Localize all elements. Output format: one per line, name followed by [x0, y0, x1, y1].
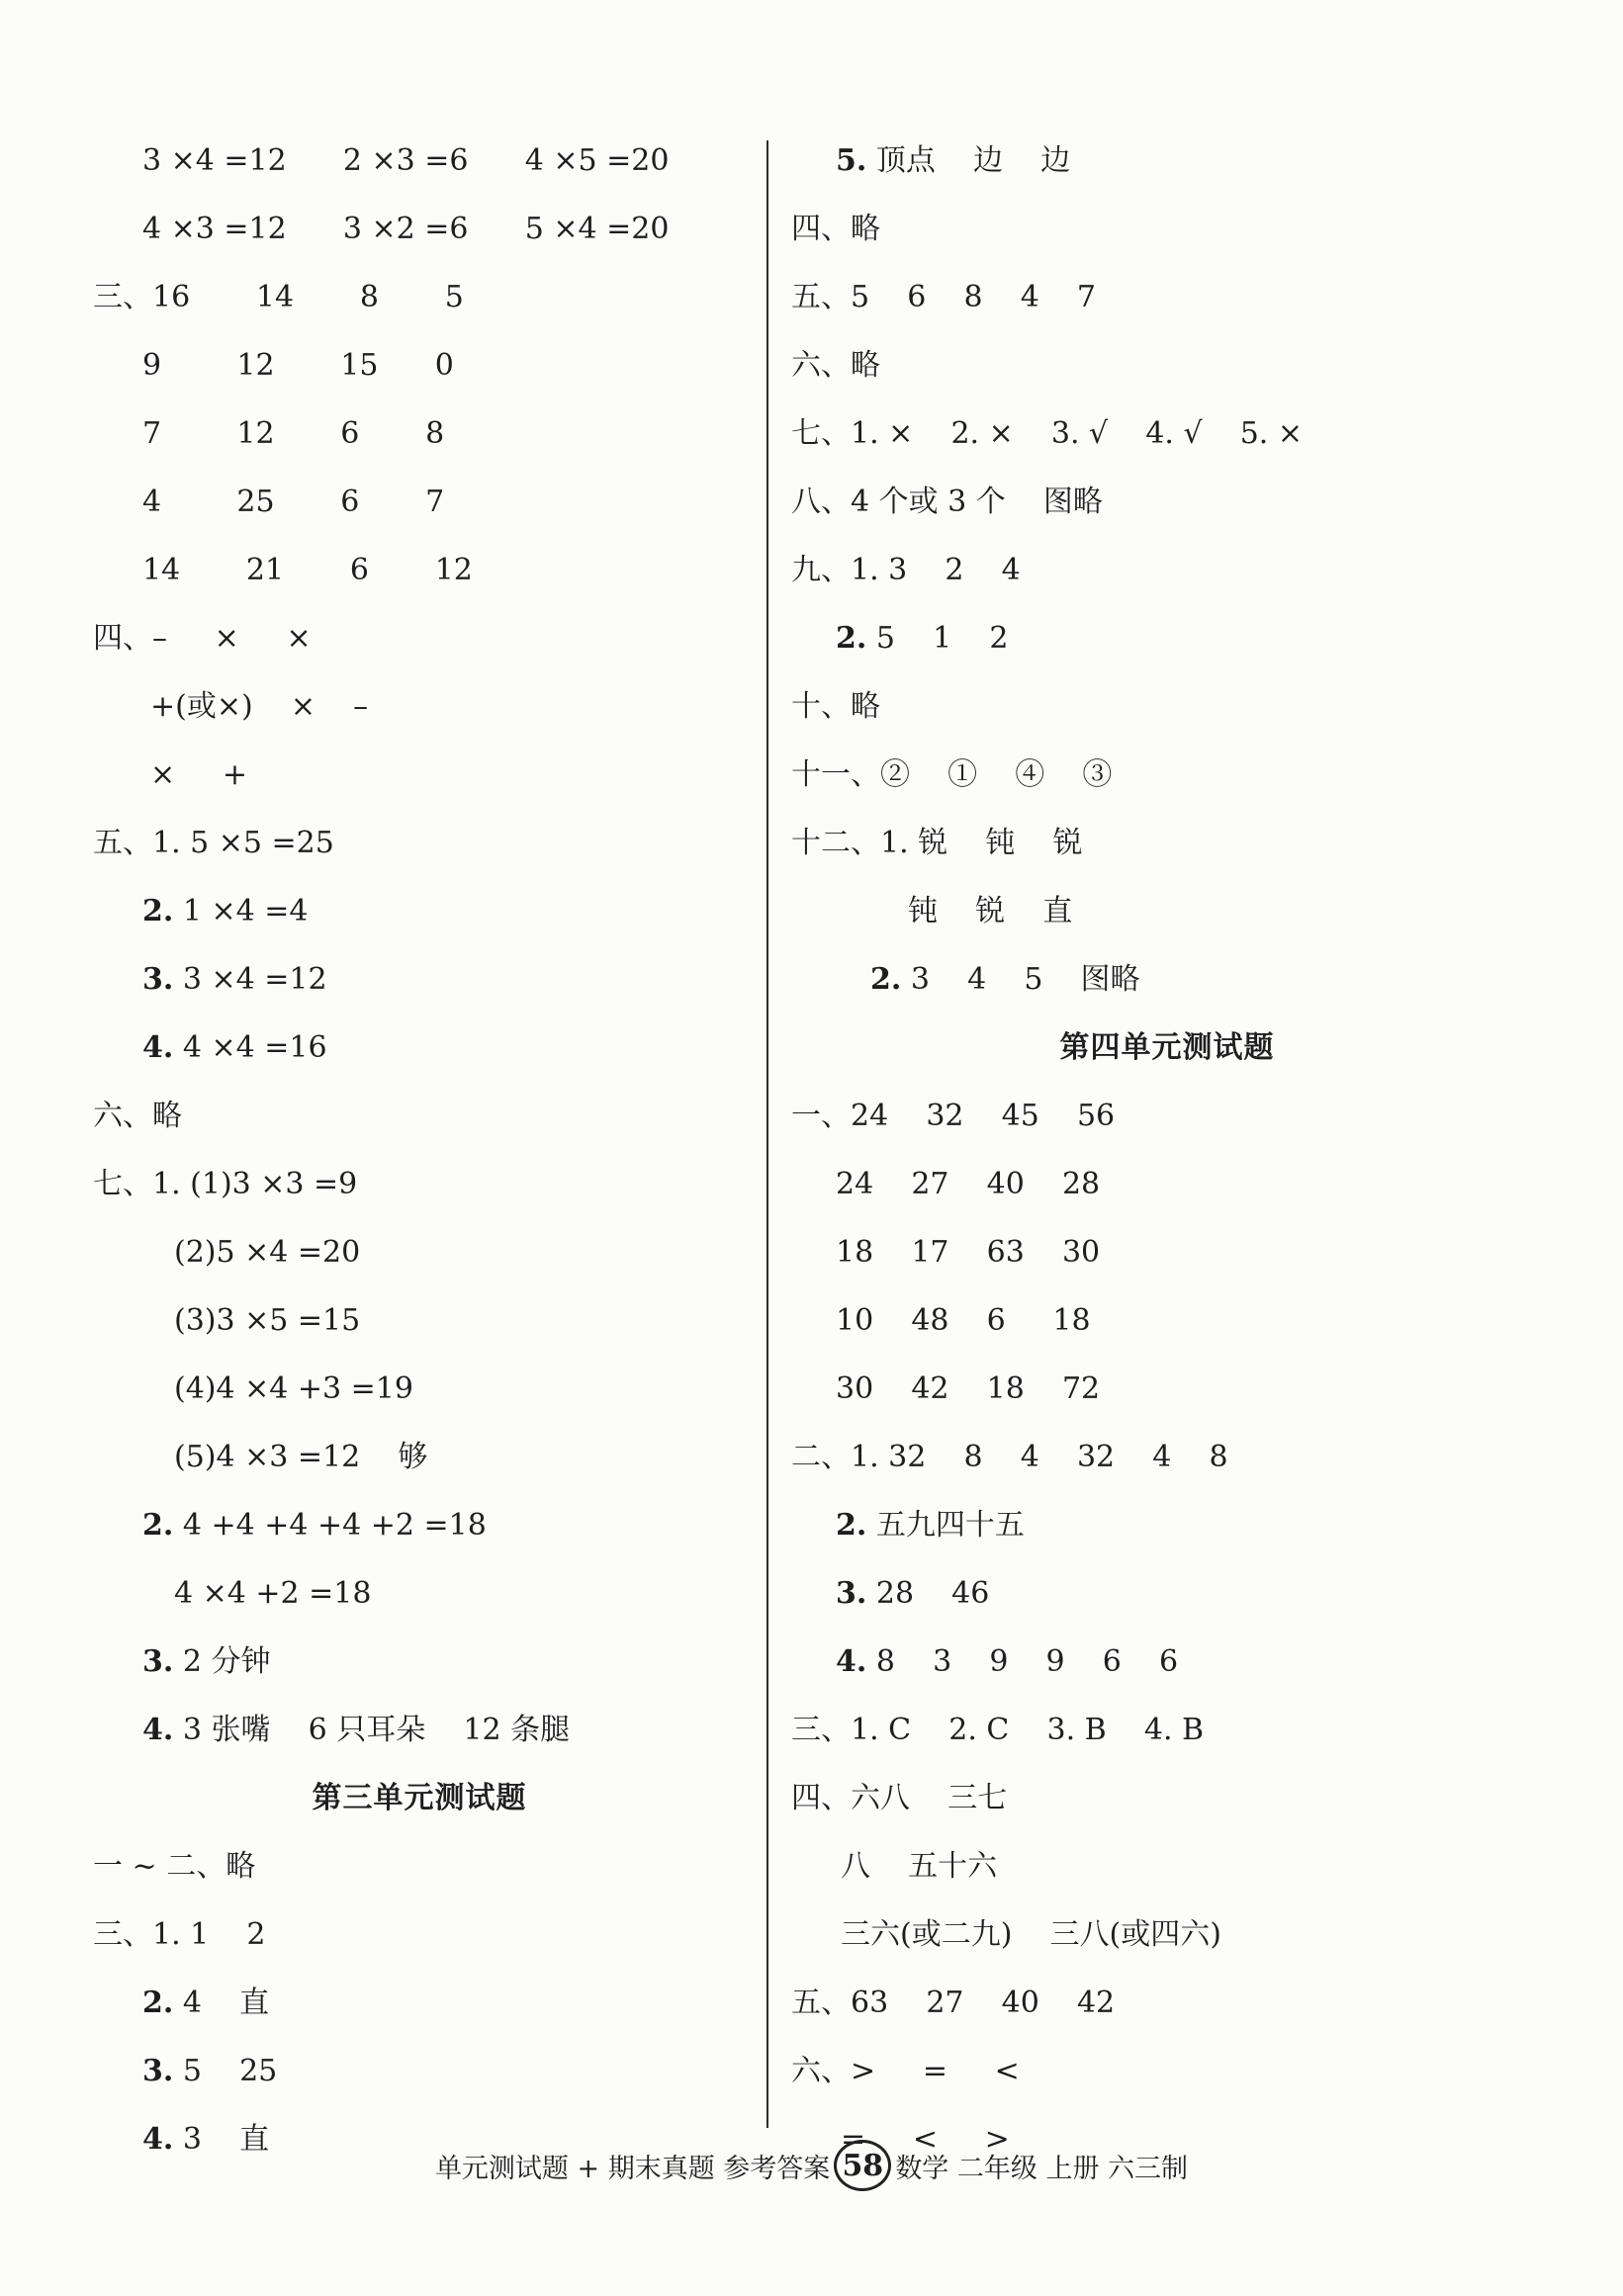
answer-line [93, 331, 746, 399]
answer-line [791, 127, 1543, 195]
answer-line [791, 1218, 1543, 1286]
answer-line [93, 1969, 746, 2037]
answer-line [93, 1082, 746, 1150]
answer-text: 八、4 个或 3 个 图略 [791, 485, 1103, 519]
answer-line [791, 809, 1543, 877]
answer-line [93, 1218, 746, 1286]
answer-line [791, 945, 1543, 1014]
footer-subject: 数学 二年级 上册 六三制 [895, 2153, 1189, 2184]
answer-text: (3)3 ×5 =15 [174, 1303, 361, 1338]
section-title [93, 1764, 746, 1832]
answer-text: 18 17 63 30 [836, 1235, 1101, 1270]
answer-text: 三、1. C 2. C 3. B 4. B [791, 1713, 1205, 1747]
answer-line [93, 1900, 746, 1969]
answer-text: 六、略 [93, 1099, 182, 1133]
answer-text: 四、略 [791, 212, 880, 246]
answer-text: (4)4 ×4 +3 =19 [174, 1371, 413, 1406]
answer-text: 4 ×4 +2 =18 [174, 1576, 372, 1611]
right-column [791, 127, 1543, 2173]
answer-line [93, 1014, 746, 1082]
answer-line [791, 877, 1543, 945]
answer-text: 4 ×4 =16 [173, 1030, 327, 1065]
answer-line [791, 1832, 1543, 1900]
answer-line [93, 1286, 746, 1355]
answer-text: 五九四十五 [866, 1508, 1025, 1543]
answer-line [93, 263, 746, 331]
answer-line [791, 1559, 1543, 1628]
answer-line [791, 1900, 1543, 1969]
item-number: 2. [142, 1508, 174, 1543]
answer-text: 9 12 15 0 [142, 348, 454, 383]
item-number: 2. [870, 962, 902, 997]
answer-text: 七、1. × 2. × 3. √ 4. √ 5. × [791, 416, 1304, 451]
answer-line [791, 1491, 1543, 1559]
answer-text: 24 27 40 28 [836, 1167, 1101, 1201]
item-number: 5. [836, 143, 867, 178]
answer-text: +(或×) × – [150, 689, 369, 724]
answer-line [93, 1491, 746, 1559]
answer-line [93, 2037, 746, 2105]
footer-book-title: 单元测试题 + 期末真题 参考答案 [434, 2153, 831, 2184]
answer-line [93, 672, 746, 741]
item-number: 3. [836, 1576, 867, 1611]
item-number: 3. [142, 962, 174, 997]
answer-line [93, 536, 746, 604]
left-column [93, 127, 746, 2173]
answer-text: 九、1. 3 2 4 [791, 553, 1021, 587]
answer-text: 六、略 [791, 348, 880, 383]
answer-line [791, 672, 1543, 741]
answer-line [93, 1559, 746, 1628]
answer-text: (2)5 ×4 =20 [174, 1235, 361, 1270]
answer-text: 五、1. 5 ×5 =25 [93, 826, 334, 860]
answer-text: 10 48 6 18 [836, 1303, 1091, 1338]
answer-text: 1 ×4 =4 [173, 894, 309, 928]
answer-text: 八 五十六 [841, 1849, 998, 1884]
answer-text: 一 ~ 二、略 [93, 1849, 256, 1884]
answer-line [791, 1286, 1543, 1355]
answer-text: 五、63 27 40 42 [791, 1986, 1116, 2020]
answer-line [791, 331, 1543, 399]
item-number: 2. [836, 621, 867, 656]
answer-text: 钝 锐 直 [908, 894, 1073, 928]
answer-text: 六、> = < [791, 2054, 1020, 2088]
answer-text: 顶点 边 边 [866, 143, 1071, 178]
answer-text: 十、略 [791, 689, 880, 724]
answer-line [93, 1423, 746, 1491]
answer-line [791, 1969, 1543, 2037]
answer-text: 十二、1. 锐 钝 锐 [791, 826, 1083, 860]
answer-line [93, 127, 746, 195]
answer-text: 3 直 [173, 2122, 270, 2157]
page-number-badge: 58 [834, 2140, 891, 2191]
answer-line [93, 809, 746, 877]
answer-text: 四、– × × [93, 621, 312, 656]
answer-line [791, 468, 1543, 536]
answer-line [791, 1764, 1543, 1832]
answer-line [93, 741, 746, 809]
answer-text: 14 21 6 12 [142, 553, 473, 587]
answer-text: 2 分钟 [173, 1644, 271, 1679]
column-divider [766, 140, 768, 2128]
answer-line [791, 263, 1543, 331]
answer-line [791, 604, 1543, 672]
answer-text: 二、1. 32 8 4 32 4 8 [791, 1440, 1228, 1474]
item-number: 4. [142, 1030, 174, 1065]
answer-text: 5 25 [173, 2054, 278, 2088]
item-number: 2. [142, 894, 174, 928]
answer-text: 三六(或二九) 三八(或四六) [841, 1917, 1221, 1952]
answer-text: 第四单元测试题 [1059, 1030, 1275, 1065]
answer-line [93, 877, 746, 945]
answer-text: 4 直 [173, 1986, 270, 2020]
item-number: 3. [142, 1644, 174, 1679]
answer-line [791, 1355, 1543, 1423]
answer-line [791, 1082, 1543, 1150]
answer-line [93, 1355, 746, 1423]
answer-line [93, 1832, 746, 1900]
answer-line [93, 945, 746, 1014]
answer-line [791, 1696, 1543, 1764]
answer-line [791, 1150, 1543, 1218]
answer-text: 七、1. (1)3 ×3 =9 [93, 1167, 358, 1201]
item-number: 4. [836, 1644, 867, 1679]
item-number: 3. [142, 2054, 174, 2088]
answer-line [791, 536, 1543, 604]
answer-line [93, 399, 746, 468]
answer-line [791, 399, 1543, 468]
answer-line [93, 1696, 746, 1764]
answer-text: 3 张嘴 6 只耳朵 12 条腿 [173, 1713, 571, 1747]
page-footer [0, 2136, 1623, 2195]
answer-text: 一、24 32 45 56 [791, 1099, 1116, 1133]
answer-text: 第三单元测试题 [312, 1781, 527, 1815]
answer-line [791, 2037, 1543, 2105]
answer-line [791, 1628, 1543, 1696]
answer-line [93, 1628, 746, 1696]
answer-line [93, 1150, 746, 1218]
answer-text: 3 ×4 =12 2 ×3 =6 4 ×5 =20 [142, 143, 670, 178]
item-number: 2. [142, 1986, 174, 2020]
item-number: 4. [142, 1713, 174, 1747]
answer-text: 28 46 [866, 1576, 990, 1611]
answer-text: × + [150, 757, 247, 792]
answer-text: 7 12 6 8 [142, 416, 445, 451]
answer-text: 4 +4 +4 +4 +2 =18 [173, 1508, 487, 1543]
answer-text: 三、1. 1 2 [93, 1917, 266, 1952]
answer-text: 4 ×3 =12 3 ×2 =6 5 ×4 =20 [142, 212, 670, 246]
answer-line [791, 741, 1543, 809]
answer-text: 四、六八 三七 [791, 1781, 1008, 1815]
item-number: 4. [142, 2122, 174, 2157]
answer-text: 4 25 6 7 [142, 485, 445, 519]
section-title [791, 1014, 1543, 1082]
answer-line [93, 604, 746, 672]
answer-text: 5 1 2 [866, 621, 1009, 656]
answer-line [791, 195, 1543, 263]
answer-text: 三、16 14 8 5 [93, 280, 464, 314]
answer-text: 3 ×4 =12 [173, 962, 327, 997]
answer-text: = < > [841, 2122, 1010, 2157]
answer-line [791, 1423, 1543, 1491]
answer-text: (5)4 ×3 =12 够 [174, 1440, 428, 1474]
answer-text: 五、5 6 8 4 7 [791, 280, 1097, 314]
answer-line [93, 468, 746, 536]
answer-line [93, 195, 746, 263]
answer-text: 30 42 18 72 [836, 1371, 1101, 1406]
answer-text: 8 3 9 9 6 6 [866, 1644, 1179, 1679]
answer-text: 十一、② ① ④ ③ [791, 757, 1113, 792]
answer-text: 3 4 5 图略 [901, 962, 1140, 997]
item-number: 2. [836, 1508, 867, 1543]
